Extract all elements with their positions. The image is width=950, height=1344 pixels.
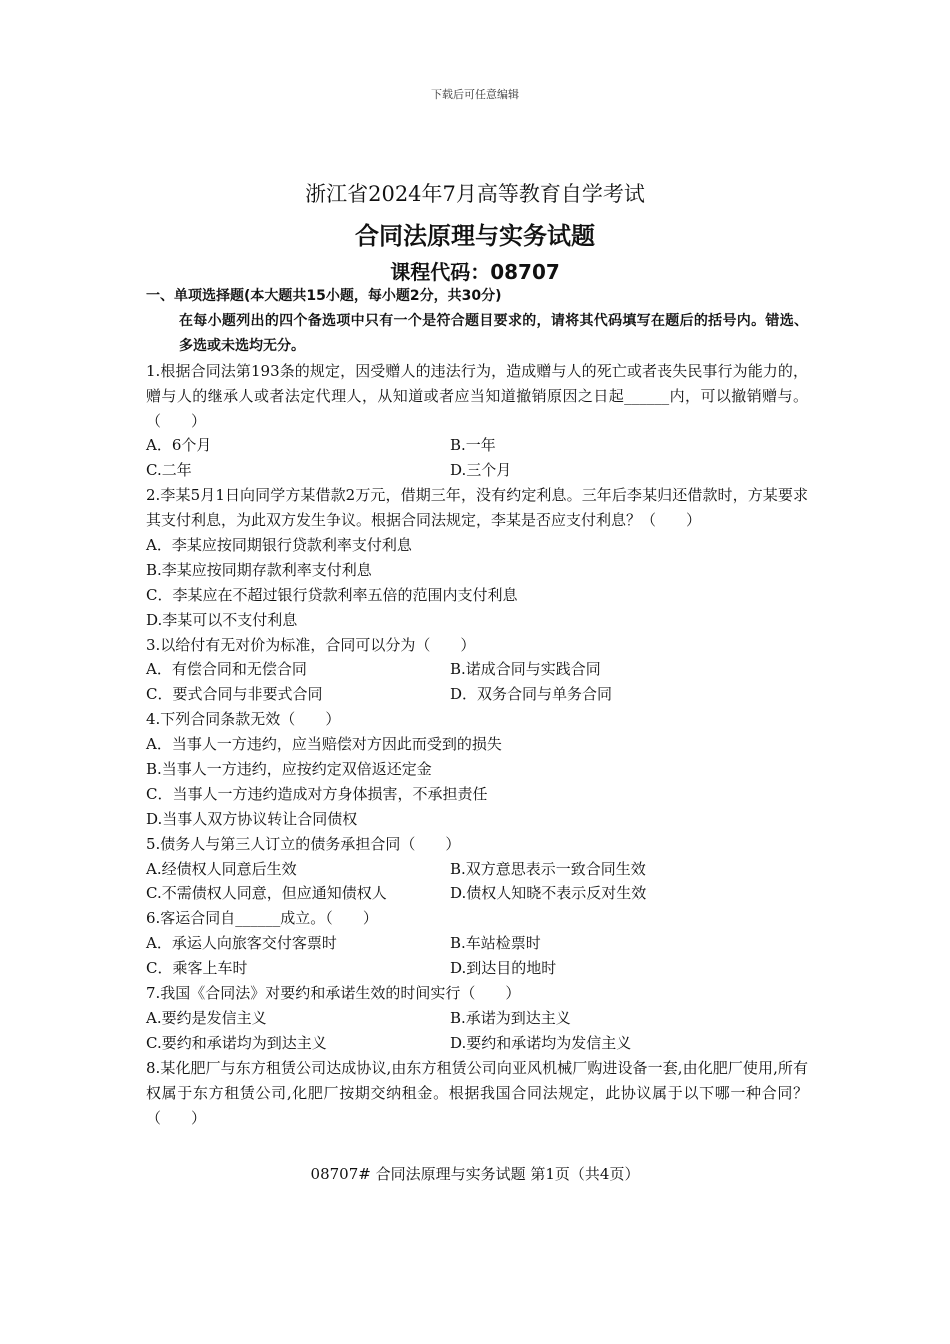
option-a: A．承运人向旅客交付客票时 xyxy=(146,934,337,953)
exam-title: 浙江省2024年7月高等教育自学考试 xyxy=(305,182,645,206)
question-stem: 8.某化肥厂与东方租赁公司达成协议,由东方租赁公司向亚风机械厂购进设备一套,由化肥厂使用,所有权属于东方租赁公司,化肥厂按期交纳租金。根据我国合同法规定，此协议属于以下哪一种合同？（ ） xyxy=(146,1058,808,1127)
question-stem: 3.以给付有无对价为标准，合同可以分为（ ） xyxy=(146,635,476,654)
option-a: A．6个月 xyxy=(146,436,212,455)
option-a: A．有偿合同和无偿合同 xyxy=(146,660,307,679)
option-c: C.要约和承诺均为到达主义 xyxy=(146,1033,327,1052)
option-row xyxy=(146,682,808,707)
option-c: C.二年 xyxy=(146,461,192,480)
option-c: C．乘客上车时 xyxy=(146,959,248,978)
section-heading: 一、单项选择题(本大题共15小题，每小题2分，共30分) xyxy=(146,288,502,304)
option-b: B.李某应按同期存款利率支付利息 xyxy=(146,560,372,579)
option-c: C．李某应在不超过银行贷款利率五倍的范围内支付利息 xyxy=(146,585,518,604)
option-d: D.要约和承诺均为发信主义 xyxy=(450,1033,632,1052)
option-a: A．李某应按同期银行贷款利率支付利息 xyxy=(146,536,412,555)
question-stem: 4.下列合同条款无效（ ） xyxy=(146,710,341,729)
question-stem: 2.李某5月1日向同学方某借款2万元，借期三年，没有约定利息。三年后李某归还借款时，方某要求其支付利息，为此双方发生争议。根据合同法规定，李某是否应支付利息？（ ） xyxy=(146,486,808,530)
option-b: B.诺成合同与实践合同 xyxy=(450,660,601,679)
option-d: D.李某可以不支付利息 xyxy=(146,610,298,629)
option-row xyxy=(146,881,808,906)
option-d: D.当事人双方协议转让合同债权 xyxy=(146,809,358,828)
option-b: B.车站检票时 xyxy=(450,934,541,953)
option-c: C．要式合同与非要式合同 xyxy=(146,685,323,704)
option-b: B.承诺为到达主义 xyxy=(450,1008,571,1027)
option-a: A.经债权人同意后生效 xyxy=(146,859,297,878)
option-row xyxy=(146,458,808,483)
option-row xyxy=(146,1031,808,1056)
option-row xyxy=(146,657,808,682)
option-a: A．当事人一方违约，应当赔偿对方因此而受到的损失 xyxy=(146,735,502,754)
question-stem: 1.根据合同法第193条的规定，因受赠人的违法行为，造成赠与人的死亡或者丧失民事行为能力的，赠与人的继承人或者法定代理人，从知道或者应当知道撤销原因之日起______内，可以撤销赠与。（ ） xyxy=(146,361,808,430)
option-row xyxy=(146,433,808,458)
option-d: D．双务合同与单务合同 xyxy=(450,685,613,704)
option-d: D.债权人知晓不表示反对生效 xyxy=(450,884,647,903)
option-d: D.三个月 xyxy=(450,461,512,480)
option-row xyxy=(146,857,808,882)
option-b: B.双方意思表示一致合同生效 xyxy=(450,859,646,878)
exam-body xyxy=(146,284,808,1130)
option-c: C．当事人一方违约造成对方身体损害，不承担责任 xyxy=(146,784,488,803)
option-a: A.要约是发信主义 xyxy=(146,1008,267,1027)
header-note: 下载后可任意编辑 xyxy=(431,88,519,101)
question-stem: 7.我国《合同法》对要约和承诺生效的时间实行（ ） xyxy=(146,984,521,1003)
option-c: C.不需债权人同意，但应通知债权人 xyxy=(146,884,387,903)
subject-title: 合同法原理与实务试题 xyxy=(355,222,595,250)
option-row xyxy=(146,956,808,981)
option-row xyxy=(146,1006,808,1031)
section-instruction: 在每小题列出的四个备选项中只有一个是符合题目要求的，请将其代码填写在题后的括号内。错选、多选或未选均无分。 xyxy=(179,312,808,354)
question-stem: 6.客运合同自______成立。（ ） xyxy=(146,909,378,928)
option-row xyxy=(146,931,808,956)
option-b: B.当事人一方违约，应按约定双倍返还定金 xyxy=(146,760,432,779)
option-d: D.到达目的地时 xyxy=(450,959,557,978)
option-b: B.一年 xyxy=(450,436,496,455)
course-code: 课程代码：08707 xyxy=(390,260,560,284)
question-stem: 5.债务人与第三人订立的债务承担合同（ ） xyxy=(146,834,461,853)
page-footer: 08707# 合同法原理与实务试题 第1页（共4页） xyxy=(310,1165,640,1183)
